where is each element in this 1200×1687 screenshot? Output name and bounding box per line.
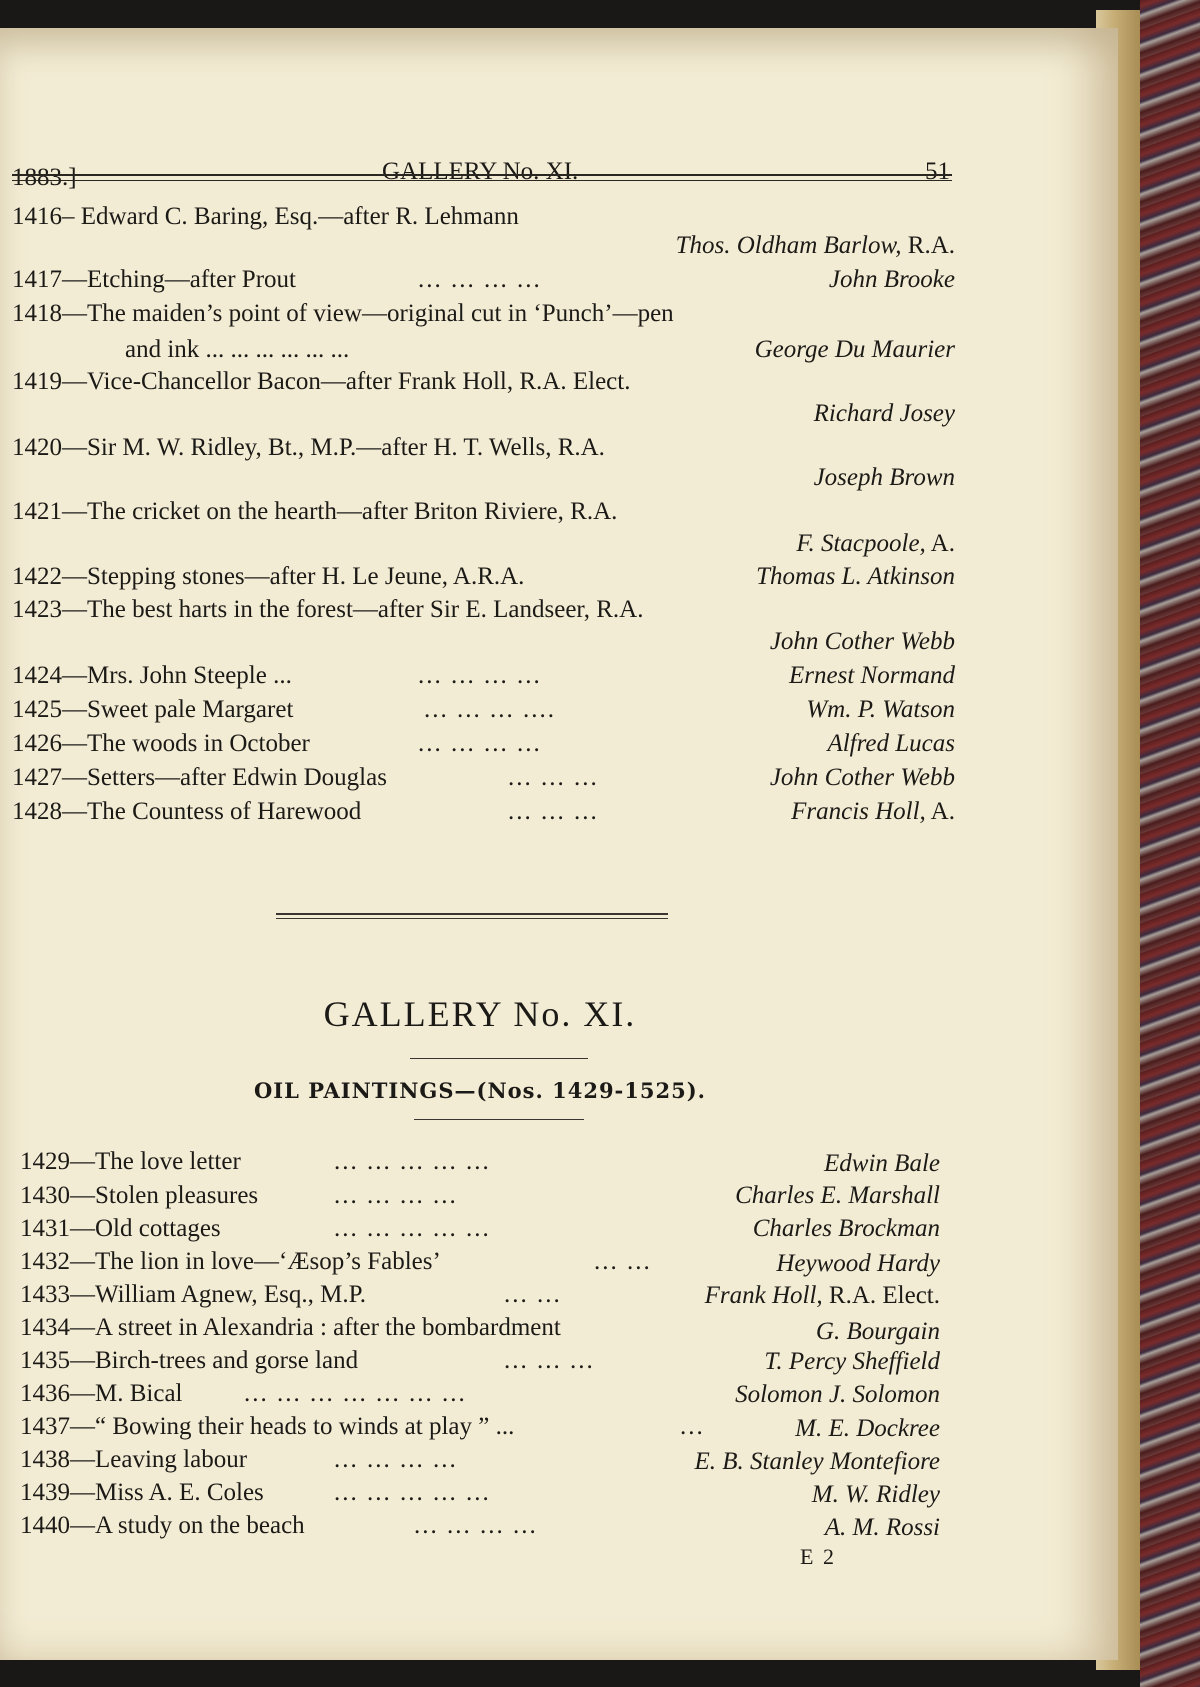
entry-1416-artist [676, 232, 955, 260]
entry-title: —Birch-trees and gorse land [70, 1347, 359, 1374]
entry-title: —Sweet pale Margaret [62, 696, 294, 723]
entry-1420 [12, 434, 605, 462]
entry-title: —Stolen pleasures [70, 1182, 259, 1209]
leader-dots: ... ... ... ... [334, 1446, 458, 1473]
entry-1438 [20, 1446, 247, 1474]
leader-dots: ... ... [504, 1281, 562, 1308]
entry-number: 1429 [20, 1148, 70, 1175]
entry-title: —Vice-Chancellor Bacon—after Frank Holl, R.A. Elect. [62, 368, 631, 395]
entry-1417 [12, 266, 296, 294]
entry-number: 1419 [12, 368, 62, 395]
entry-1421-artist [796, 530, 955, 558]
entry-number: 1426 [12, 730, 62, 757]
section-subtitle: OIL PAINTINGS—(Nos. 1429-1525). [254, 1078, 706, 1103]
leader-dots: ... ... ... ... [418, 266, 542, 293]
artist-name: Richard Josey [813, 400, 955, 427]
entry-1432-artist [776, 1250, 940, 1278]
entry-title: —Stepping stones—after H. Le Jeune, A.R.A. [62, 563, 525, 590]
entry-title: —Leaving labour [70, 1446, 248, 1473]
entry-title: —William Agnew, Esq., M.P. [70, 1281, 366, 1308]
entry-1426 [12, 730, 310, 758]
entry-1436-artist [735, 1381, 940, 1409]
entry-1433 [20, 1281, 366, 1309]
entry-number: 1432 [20, 1248, 70, 1275]
entry-1418-artist [755, 336, 955, 364]
artist-suffix: A. [925, 530, 955, 557]
entry-1421 [12, 498, 617, 526]
artist-name: George Du Maurier [754, 336, 955, 363]
artist-name: John Cother Webb [769, 764, 955, 791]
entry-1439-artist [812, 1481, 940, 1509]
running-head-year: 1883.] [12, 164, 77, 191]
leader-dots: ... ... ... [504, 1347, 595, 1374]
leader-dots: ... ... ... ... ... ... ... [244, 1380, 467, 1407]
leader-dots: ... ... ... ... [414, 1512, 538, 1539]
entry-1419 [12, 368, 630, 396]
entry-title: —Setters—after Edwin Douglas [62, 764, 387, 791]
artist-suffix: R.A. [901, 232, 955, 259]
leader-dots: ... [680, 1413, 705, 1440]
artist-name: Frank Holl, [704, 1282, 823, 1309]
entry-title: —Sir M. W. Ridley, Bt., M.P.—after H. T. Wells, R.A. [62, 434, 605, 461]
entry-1428 [12, 798, 361, 826]
entry-1426-artist [827, 730, 955, 758]
artist-name: G. Bourgain [815, 1318, 940, 1345]
artist-name: M. W. Ridley [811, 1481, 940, 1508]
entry-number: 1423 [12, 596, 62, 623]
entry-number: 1425 [12, 696, 62, 723]
entry-1425-artist [806, 696, 955, 724]
entry-1434 [20, 1314, 561, 1342]
entry-1429 [20, 1148, 241, 1176]
artist-name: Alfred Lucas [827, 730, 955, 757]
entry-title: —A street in Alexandria : after the bombardment [70, 1314, 561, 1341]
artist-name: F. Stacpoole, [796, 530, 926, 557]
entry-1416 [12, 203, 519, 231]
entry-1432 [20, 1248, 441, 1276]
artist-name: Charles E. Marshall [735, 1182, 940, 1209]
entry-title: —Mrs. John Steeple ... [62, 662, 292, 689]
entry-1439 [20, 1479, 264, 1507]
entry-number: 1424 [12, 662, 62, 689]
leader-dots: ... ... ... ... [334, 1182, 458, 1209]
entry-1440 [20, 1512, 305, 1540]
entry-1431 [20, 1215, 221, 1243]
entry-title: —The woods in October [62, 730, 310, 757]
entry-1417-artist [829, 266, 955, 294]
entry-1425 [12, 696, 293, 724]
entry-number: 1420 [12, 434, 62, 461]
artist-name: Edwin Bale [824, 1150, 940, 1177]
artist-name: T. Percy Sheffield [764, 1348, 940, 1375]
entry-number: 1433 [20, 1281, 70, 1308]
entry-number: 1430 [20, 1182, 70, 1209]
entry-number: 1440 [20, 1512, 70, 1539]
leader-dots: ... ... ... ... ... [334, 1148, 491, 1175]
artist-name: M. E. Dockree [795, 1415, 940, 1442]
entry-title: —The Countess of Harewood [62, 798, 362, 825]
entry-title: – Edward C. Baring, Esq.—after R. Lehmann [62, 203, 519, 230]
section-divider-thin [276, 918, 668, 919]
entry-title: —The love letter [70, 1148, 241, 1175]
entry-1423-artist [770, 628, 955, 656]
entry-1418 [12, 300, 674, 328]
artist-name: Solomon J. Solomon [735, 1381, 940, 1408]
entry-number: 1427 [12, 764, 62, 791]
entry-1428-artist [791, 798, 955, 826]
section-divider [276, 913, 668, 915]
entry-number: 1418 [12, 300, 62, 327]
entry-1424-artist [789, 662, 955, 690]
artist-name: A. M. Rossi [824, 1514, 940, 1541]
entry-title: —The cricket on the hearth—after Briton Riviere, R.A. [62, 498, 618, 525]
artist-name: John Brooke [828, 266, 955, 293]
entry-number: 1417 [12, 266, 62, 293]
entry-title: —Etching—after Prout [62, 266, 296, 293]
entry-1424 [12, 662, 292, 690]
leader-dots: ... ... ... ... [418, 662, 542, 689]
entry-1429-artist [824, 1150, 940, 1178]
entry-1422 [12, 563, 524, 591]
artist-name: E. B. Stanley Montefiore [694, 1448, 940, 1475]
entry-1431-artist [753, 1215, 940, 1243]
entry-number: 1422 [12, 563, 62, 590]
book-cover-edge [1140, 0, 1200, 1687]
header-rule-thin [12, 180, 952, 181]
header-rule [12, 174, 952, 176]
artist-name: Heywood Hardy [776, 1250, 940, 1277]
entry-title: —The lion in love—‘Æsop’s Fables’ [70, 1248, 441, 1275]
artist-name: Ernest Normand [789, 662, 955, 689]
entry-1420-artist [814, 464, 955, 492]
entry-title: —The best harts in the forest—after Sir E. Landseer, R.A. [62, 596, 644, 623]
entry-1433-artist [705, 1282, 940, 1310]
entry-title: —M. Bical [70, 1380, 183, 1407]
title-underline [410, 1058, 588, 1059]
entry-number: 1434 [20, 1314, 70, 1341]
leader-dots: ... ... [594, 1248, 652, 1275]
entry-1437 [20, 1413, 514, 1441]
artist-suffix: A. [925, 798, 955, 825]
entry-1418-continuation: and ink ... ... ... ... ... ... [125, 336, 350, 363]
entry-number: 1421 [12, 498, 62, 525]
leader-dots: ... ... ... ... ... [334, 1215, 491, 1242]
entry-1435 [20, 1347, 358, 1375]
artist-name: Francis Holl, [791, 798, 926, 825]
artist-suffix: R.A. Elect. [822, 1282, 940, 1309]
artist-name: Thomas L. Atkinson [756, 563, 955, 590]
leader-dots: ... ... ... [508, 798, 599, 825]
entry-1423 [12, 596, 643, 624]
entry-number: 1437 [20, 1413, 70, 1440]
artist-name: Joseph Brown [813, 464, 955, 491]
artist-name: Thos. Oldham Barlow, [675, 232, 902, 259]
entry-number: 1438 [20, 1446, 70, 1473]
entry-number: 1435 [20, 1347, 70, 1374]
page-number: 51 [925, 158, 950, 185]
entry-number: 1436 [20, 1380, 70, 1407]
entry-1440-artist [825, 1514, 940, 1542]
entry-1422-artist [756, 563, 955, 591]
entry-1419-artist [814, 400, 955, 428]
signature-mark: E 2 [800, 1544, 836, 1569]
entry-number: 1428 [12, 798, 62, 825]
running-head-title: GALLERY No. XI. [382, 158, 579, 185]
entry-1427 [12, 764, 387, 792]
subtitle-underline [414, 1119, 584, 1120]
leader-dots: ... ... ... ... ... [334, 1479, 491, 1506]
entry-1430 [20, 1182, 258, 1210]
entry-title: —“ Bowing their heads to winds at play ” ... [70, 1413, 515, 1440]
entry-1437-artist [795, 1415, 940, 1443]
entry-1430-artist [735, 1182, 940, 1210]
artist-name: Charles Brockman [752, 1215, 940, 1242]
entry-number: 1431 [20, 1215, 70, 1242]
entry-title: —Old cottages [70, 1215, 221, 1242]
artist-name: John Cother Webb [769, 628, 955, 655]
entry-number: 1439 [20, 1479, 70, 1506]
entry-1434-artist [816, 1318, 940, 1346]
entry-title: —A study on the beach [70, 1512, 305, 1539]
entry-1438-artist [694, 1448, 940, 1476]
leader-dots: ... ... ... [508, 764, 599, 791]
leader-dots: ... ... ... .... [424, 696, 556, 723]
entry-number: 1416 [12, 203, 62, 230]
entry-title: —Miss A. E. Coles [70, 1479, 264, 1506]
entry-1436 [20, 1380, 183, 1408]
entry-1435-artist [764, 1348, 940, 1376]
artist-name: Wm. P. Watson [806, 696, 955, 723]
section-title: GALLERY No. XI. [323, 994, 637, 1034]
entry-1427-artist [770, 764, 955, 792]
entry-title: —The maiden’s point of view—original cut in ‘Punch’—pen [62, 300, 674, 327]
leader-dots: ... ... ... ... [418, 730, 542, 757]
